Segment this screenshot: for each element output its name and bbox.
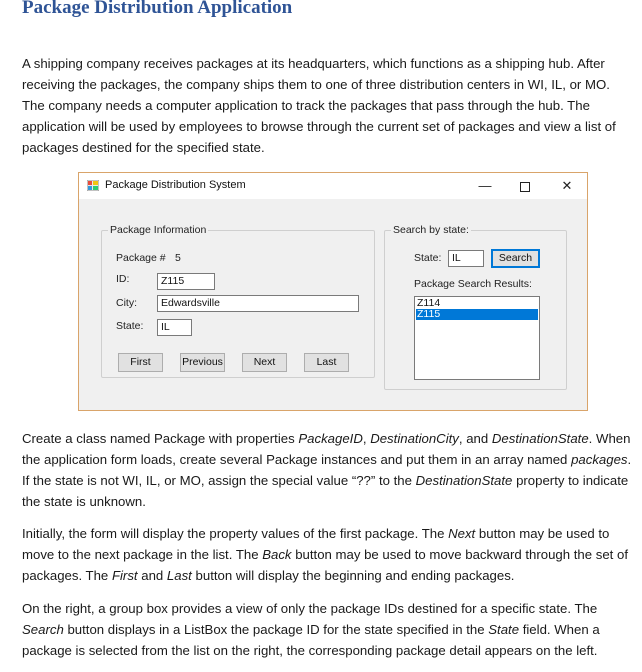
last-button[interactable]: Last <box>304 353 349 372</box>
search-button[interactable]: Search <box>491 249 540 268</box>
search-state-field[interactable]: IL <box>448 250 484 267</box>
form-screenshot <box>78 172 588 411</box>
package-number-value: 5 <box>175 252 181 264</box>
paragraph-line: If the state is not WI, IL, or MO, assign the special value “??” to the DestinationState property to indicate <box>22 473 629 488</box>
first-button[interactable]: First <box>118 353 163 372</box>
paragraph-line: packages. The First and Last button will display the beginning and ending packages. <box>22 568 515 583</box>
paragraph-line: On the right, a group box provides a view of only the package IDs destined for a specific state. The <box>22 601 598 616</box>
next-button[interactable]: Next <box>242 353 287 372</box>
package-info-label: Package Information <box>110 224 207 236</box>
results-listbox[interactable] <box>414 296 540 380</box>
intro-line: application will be used by employees to browse through the current set of packages and view a list of <box>22 119 616 134</box>
state-field[interactable]: IL <box>157 319 192 336</box>
city-field[interactable]: Edwardsville <box>157 295 359 312</box>
search-group-label: Search by state: <box>393 224 469 236</box>
maximize-button[interactable] <box>512 176 538 196</box>
package-number-label: Package # <box>116 252 166 264</box>
intro-paragraph <box>22 53 642 158</box>
list-item[interactable]: Z114 <box>417 297 441 309</box>
paragraph-line: the application form loads, create several Package instances and put them in an array named packages. <box>22 452 632 467</box>
page-title: Package Distribution Application <box>22 0 293 18</box>
app-icon <box>87 180 99 191</box>
search-paragraph <box>22 598 642 661</box>
minimize-button[interactable]: — <box>478 178 492 193</box>
window-titlebar <box>79 173 587 199</box>
intro-line: A shipping company receives packages at its headquarters, which functions as a shipping hub. After <box>22 56 605 71</box>
paragraph-line: the state is unknown. <box>22 494 146 509</box>
close-button[interactable]: ✕ <box>561 178 573 193</box>
intro-line: receiving the packages, the company ships them to one of three distribution centers in WI, IL, or MO. <box>22 77 610 92</box>
class-paragraph <box>22 428 642 512</box>
package-info-group <box>101 224 375 378</box>
window-title: Package Distribution System <box>105 179 246 191</box>
paragraph-line: move to the next package in the list. The Back button may be used to move backward through the set of <box>22 547 629 562</box>
paragraph-line: Search button displays in a ListBox the package ID for the state specified in the State field. When a <box>22 622 600 637</box>
intro-line: The company needs a computer application to track the packages that pass through the hub. The <box>22 98 590 113</box>
search-group <box>384 224 567 390</box>
state-label: State: <box>116 320 144 332</box>
city-label: City: <box>116 297 137 309</box>
paragraph-line: Create a class named Package with properties PackageID, DestinationCity, and DestinationState. When <box>22 431 631 446</box>
paragraph-line: Initially, the form will display the property values of the first package. The Next button may be used to <box>22 526 610 541</box>
id-field[interactable]: Z115 <box>157 273 215 290</box>
search-state-label: State: <box>414 252 442 264</box>
previous-button[interactable]: Previous <box>180 353 225 372</box>
maximize-icon <box>520 182 530 192</box>
intro-line: packages destined for the specified state. <box>22 140 265 155</box>
navigation-paragraph <box>22 523 642 586</box>
paragraph-line: package is selected from the list on the right, the corresponding package detail appears on the left. <box>22 643 598 658</box>
id-label: ID: <box>116 273 130 285</box>
list-item-selected[interactable]: Z115 <box>416 309 538 320</box>
results-label: Package Search Results: <box>414 278 532 290</box>
